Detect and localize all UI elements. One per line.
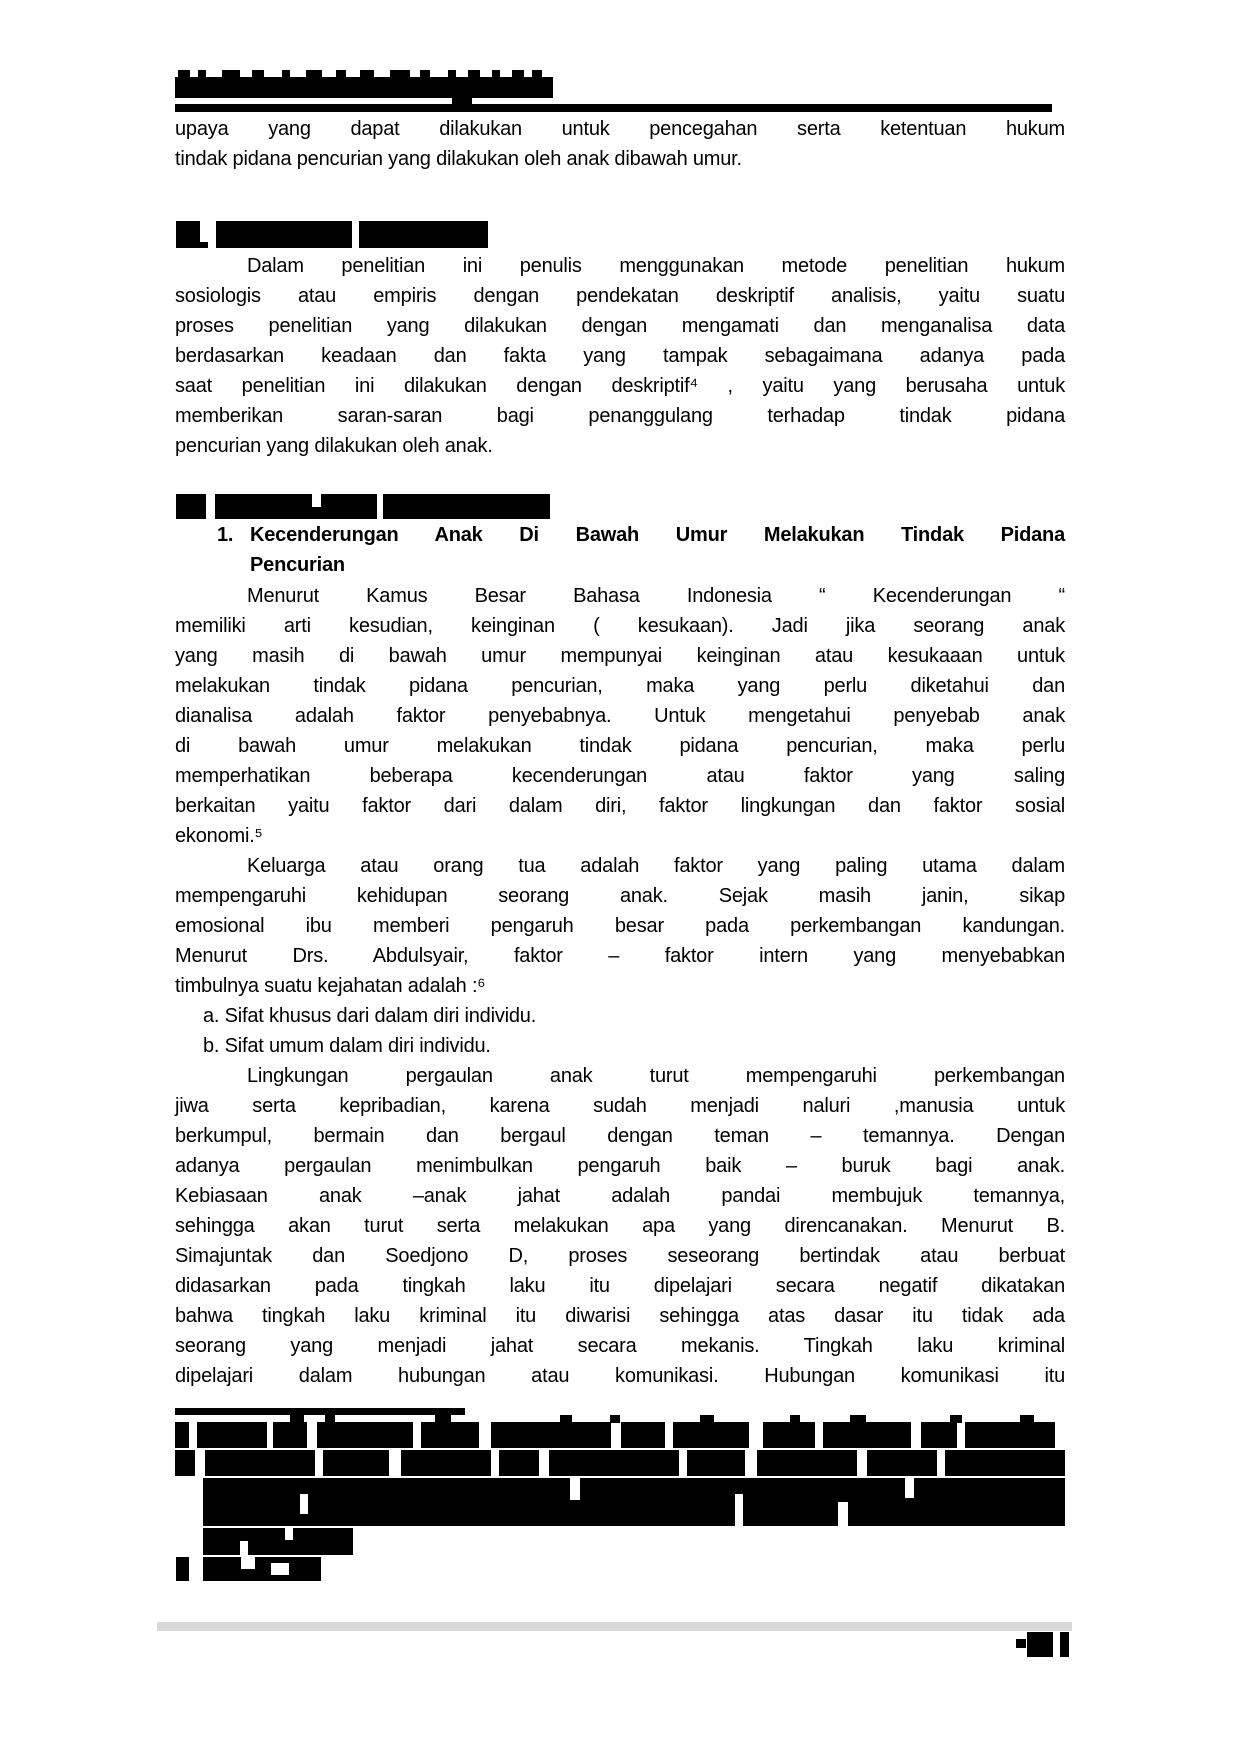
text-line: berkaitan yaitu faktor dari dalam diri, faktor lingkungan dan faktor sosial bbox=[175, 795, 1065, 817]
text-line: berkumpul, bermain dan bergaul dengan teman – temannya. Dengan bbox=[175, 1125, 1065, 1147]
paragraph-keluarga bbox=[175, 851, 1065, 1001]
section-1-title-line2: Pencurian bbox=[250, 554, 345, 576]
text-line: dianalisa adalah faktor penyebabnya. Untuk mengetahui penyebab anak bbox=[175, 705, 1065, 727]
text-line: didasarkan pada tingkah laku itu dipelajari secara negatif dikatakan bbox=[175, 1275, 1065, 1297]
text-line: seorang yang menjadi jahat secara mekanis. Tingkah laku kriminal bbox=[175, 1335, 1065, 1357]
redaction-gap bbox=[285, 1528, 293, 1540]
redacted-footnote-block bbox=[763, 1422, 815, 1448]
list-item-b: b. Sifat umum dalam diri individu. bbox=[203, 1035, 491, 1057]
text-line: mempengaruhi kehidupan seorang anak. Sejak masih janin, sikap bbox=[175, 885, 1065, 907]
text-line: memberikan saran-saran bagi penanggulang terhadap tindak pidana bbox=[175, 405, 1065, 427]
redacted-footnote-block bbox=[621, 1422, 665, 1448]
text-line: jiwa serta kepribadian, karena sudah menjadi naluri ,manusia untuk bbox=[175, 1095, 1065, 1117]
text-line: memperhatikan beberapa kecenderungan atau faktor yang saling bbox=[175, 765, 1065, 787]
redacted-footnote-block bbox=[610, 1415, 620, 1423]
redaction-gap bbox=[905, 1478, 914, 1498]
redacted-footnote-block bbox=[273, 1422, 307, 1448]
redacted-heading-marker bbox=[176, 221, 200, 248]
redaction-gap bbox=[300, 1494, 308, 1514]
redacted-page-number bbox=[1027, 1632, 1053, 1657]
section-1-title-line1: Kecenderungan Anak Di Bawah Umur Melakukan Tindak Pidana bbox=[250, 524, 1065, 546]
text-line: berdasarkan keadaan dan fakta yang tampak sebagaimana adanya pada bbox=[175, 345, 1065, 367]
redacted-footnote-block bbox=[921, 1422, 957, 1448]
redacted-footnote-block bbox=[549, 1450, 679, 1476]
redacted-footnote-block bbox=[499, 1450, 539, 1476]
redacted-footnote-block bbox=[197, 1422, 267, 1448]
redacted-heading-word bbox=[215, 494, 377, 519]
footnote-separator bbox=[175, 1408, 465, 1415]
text-line: Menurut Drs. Abdulsyair, faktor – faktor intern yang menyebabkan bbox=[175, 945, 1065, 967]
text-line: yang masih di bawah umur mempunyai keinginan atau kesukaaan untuk bbox=[175, 645, 1065, 667]
redaction-gap bbox=[241, 1557, 255, 1569]
paragraph-method bbox=[175, 251, 1065, 461]
text-line: Lingkungan pergaulan anak turut mempengaruhi perkembangan bbox=[247, 1065, 1065, 1087]
redacted-footnote-block bbox=[175, 1422, 189, 1448]
redacted-footnote-block bbox=[203, 1528, 353, 1555]
redacted-footnote-block bbox=[823, 1422, 911, 1448]
redacted-heading-word bbox=[216, 221, 352, 248]
paragraph-intro bbox=[175, 114, 1065, 174]
text-line: adanya pergaulan menimbulkan pengaruh baik – buruk bagi anak. bbox=[175, 1155, 1065, 1177]
section-1-number: 1. bbox=[217, 524, 234, 546]
redacted-footnote-block bbox=[421, 1422, 479, 1448]
redacted-footnote-block bbox=[673, 1422, 749, 1448]
text-line: dipelajari dalam hubungan atau komunikasi. Hubungan komunikasi itu bbox=[175, 1365, 1065, 1387]
text-line: Menurut Kamus Besar Bahasa Indonesia “ Kecenderungan “ bbox=[247, 585, 1065, 607]
redacted-footnote-block bbox=[687, 1450, 745, 1476]
redacted-footnote-block bbox=[491, 1422, 611, 1448]
redaction-gap bbox=[240, 1541, 248, 1555]
redacted-footnote-block bbox=[757, 1450, 857, 1476]
text-line: sehingga akan turut serta melakukan apa yang direncanakan. Menurut B. bbox=[175, 1215, 1065, 1237]
redacted-footnote-block bbox=[203, 1478, 1065, 1526]
redacted-heading-marker bbox=[199, 242, 208, 248]
redacted-footnote-block bbox=[323, 1450, 389, 1476]
redacted-page-number bbox=[1016, 1639, 1026, 1648]
text-line: proses penelitian yang dilakukan dengan mengamati dan menganalisa data bbox=[175, 315, 1065, 337]
redacted-page-number bbox=[1060, 1632, 1069, 1657]
text-line: di bawah umur melakukan tindak pidana pencurian, maka perlu bbox=[175, 735, 1065, 757]
redacted-footnote-block bbox=[965, 1422, 1055, 1448]
redacted-heading-word bbox=[359, 221, 488, 248]
redacted-footnote-block bbox=[203, 1557, 321, 1581]
text-line: tindak pidana pencurian yang dilakukan oleh anak dibawah umur. bbox=[175, 148, 742, 170]
text-line: Simajuntak dan Soedjono D, proses seseorang bertindak atau berbuat bbox=[175, 1245, 1065, 1267]
redacted-footnote-block bbox=[175, 1450, 195, 1476]
text-line: timbulnya suatu kejahatan adalah :⁶ bbox=[175, 975, 486, 997]
paragraph-kecenderungan bbox=[175, 581, 1065, 851]
redaction-gap bbox=[838, 1502, 848, 1526]
text-line: bahwa tingkah laku kriminal itu diwarisi sehingga atas dasar itu tidak ada bbox=[175, 1305, 1065, 1327]
page-header bbox=[0, 0, 1240, 115]
list-item-a: a. Sifat khusus dari dalam diri individu. bbox=[203, 1005, 537, 1027]
redacted-footnote-block bbox=[317, 1422, 413, 1448]
text-line: sosiologis atau empiris dengan pendekatan deskriptif analisis, yaitu suatu bbox=[175, 285, 1065, 307]
redaction-gap bbox=[735, 1494, 743, 1526]
redacted-footnote-block bbox=[401, 1450, 491, 1476]
text-line: Dalam penelitian ini penulis menggunakan metode penelitian hukum bbox=[247, 255, 1065, 277]
redacted-journal-title bbox=[175, 77, 553, 98]
text-line: melakukan tindak pidana pencurian, maka yang perlu diketahui dan bbox=[175, 675, 1065, 697]
redacted-heading-marker bbox=[176, 494, 206, 519]
redacted-footnote-block bbox=[205, 1450, 315, 1476]
section-1-heading bbox=[175, 520, 1065, 580]
redacted-footnote-block bbox=[176, 1557, 189, 1581]
text-line: Keluarga atau orang tua adalah faktor yang paling utama dalam bbox=[247, 855, 1065, 877]
text-line: memiliki arti kesudian, keinginan ( kesukaan). Jadi jika seorang anak bbox=[175, 615, 1065, 637]
text-line: saat penelitian ini dilakukan dengan deskriptif⁴ , yaitu yang berusaha untuk bbox=[175, 375, 1065, 397]
redaction-gap bbox=[271, 1563, 289, 1575]
header-rule bbox=[175, 104, 1052, 112]
redacted-footnote-block bbox=[945, 1450, 1065, 1476]
redaction-gap bbox=[570, 1478, 580, 1500]
redacted-footnote-block bbox=[867, 1450, 937, 1476]
text-line: emosional ibu memberi pengaruh besar pada perkembangan kandungan. bbox=[175, 915, 1065, 937]
text-line: ekonomi.⁵ bbox=[175, 825, 263, 847]
text-line: pencurian yang dilakukan oleh anak. bbox=[175, 435, 493, 457]
redaction-gap bbox=[312, 494, 321, 507]
text-line: upaya yang dapat dilakukan untuk pencegahan serta ketentuan hukum bbox=[175, 118, 1065, 140]
text-line: Kebiasaan anak –anak jahat adalah pandai membujuk temannya, bbox=[175, 1185, 1065, 1207]
paragraph-lingkungan bbox=[175, 1061, 1065, 1391]
footer-rule bbox=[157, 1622, 1072, 1631]
redacted-heading-word bbox=[383, 494, 550, 519]
